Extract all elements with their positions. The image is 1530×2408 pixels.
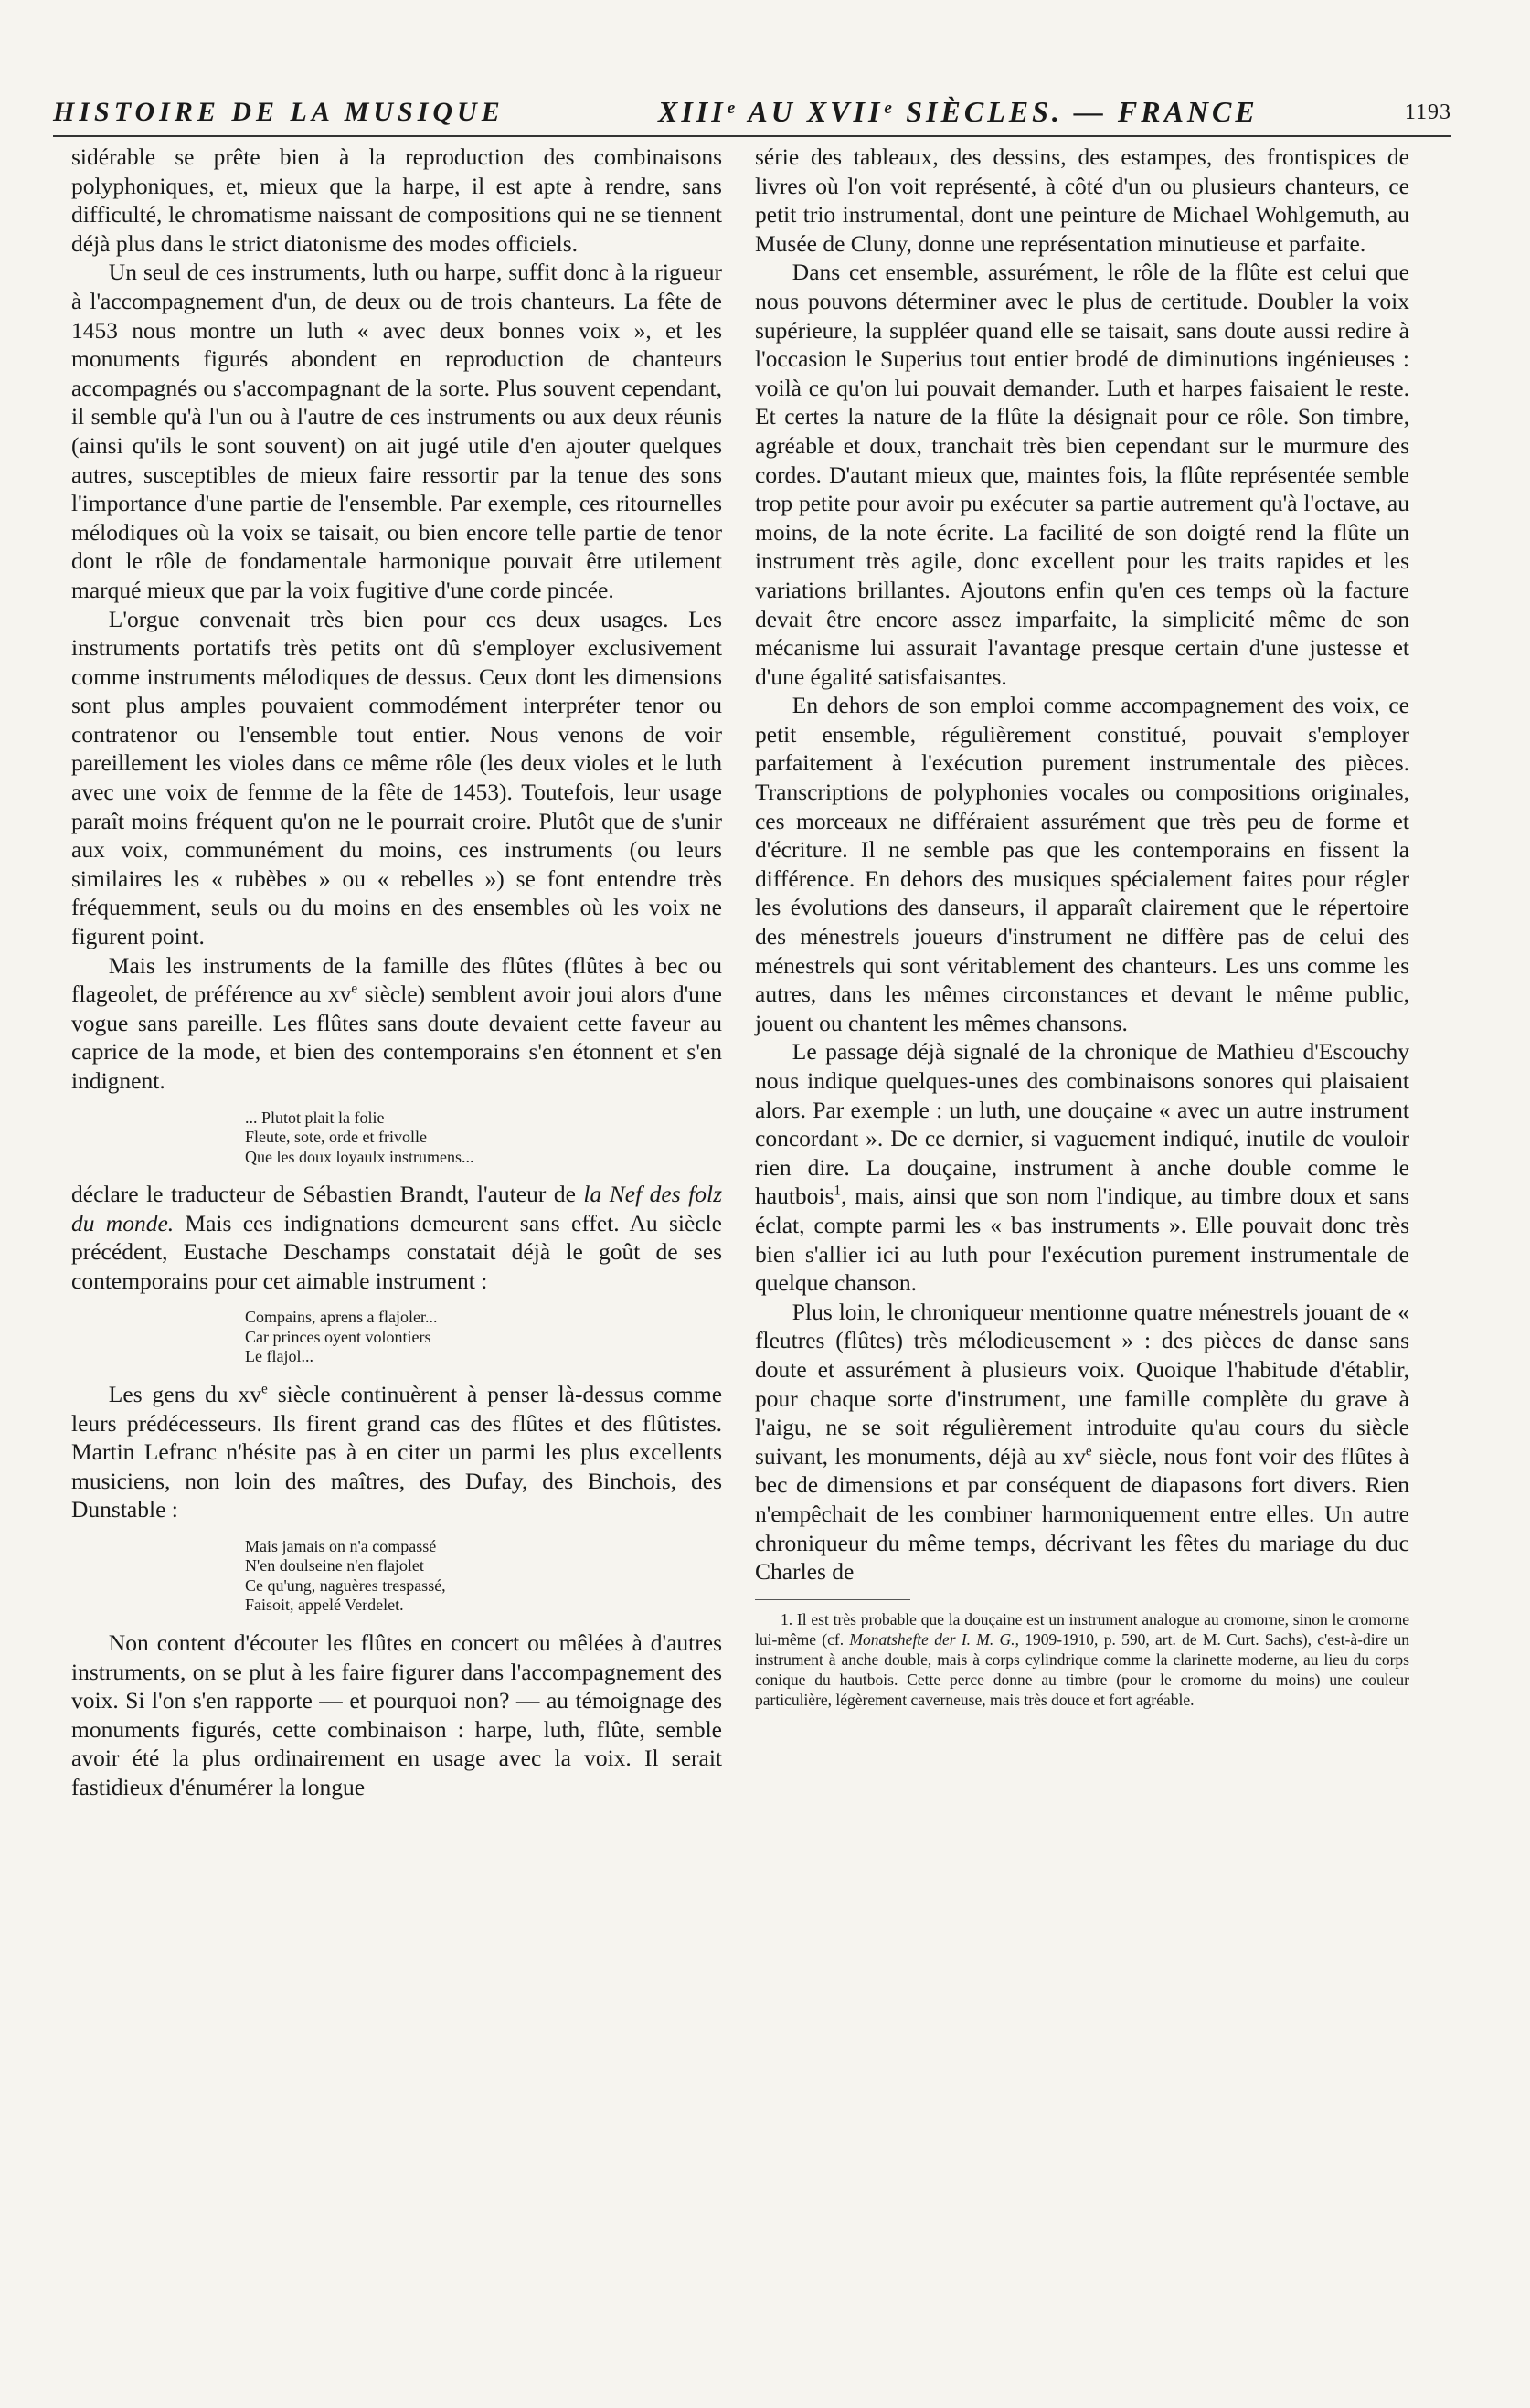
paragraph: Mais les instruments de la famille des flûtes (flûtes à bec ou flageolet, de préférence au $xv^e$ siècle) semblent avoir joui alors d'une vogue sans pareille. Les flûtes sans doute devaient cette faveur au caprice de la mode, et bien des contemporains s'en étonnent et s'en indignent. xyxy=(71,951,722,1094)
running-header xyxy=(53,90,1451,137)
verse-quote xyxy=(245,1308,722,1367)
verse-quote xyxy=(245,1537,722,1616)
footnote-rule xyxy=(755,1599,910,1600)
verse-line: Le flajol... xyxy=(245,1347,313,1366)
paragraph: série des tableaux, des dessins, des estampes, des frontispices de livres où l'on voit représenté, à côté d'un ou plusieurs chanteurs, ce petit trio instrumental, dont une peinture de Michael Wohlgemuth, au Musée de Cluny, donne une représentation minutieuse et parfaite. xyxy=(755,143,1409,257)
verse-line: Que les doux loyaulx instrumens... xyxy=(245,1147,474,1166)
verse-line: N'en doulseine n'en flajolet xyxy=(245,1556,424,1575)
page-number: 1193 xyxy=(1404,101,1451,124)
paragraph: Un seul de ces instruments, luth ou harpe, suffit donc à la rigueur à l'accompagnement d'un, de deux ou de trois chanteurs. La fête de 1453 nous montre un luth « avec deux bonnes voix », et les monuments figurés abondent en reproduction de chanteurs accompagnés ou s'accompagnant de la sorte. Plus souvent cependant, il semble qu'à l'un ou à l'autre de ces instruments ou aux deux réunis (ainsi qu'ils le sont souvent) on ait jugé utile d'en ajouter quelques autres, susceptibles de mieux faire ressortir par la tenue des sons l'importance d'une partie de l'ensemble. Par exemple, ces ritournelles mélodiques où la voix se taisait, ou bien encore telle partie de tenor dont le rôle de fondamentale harmonique pouvait être utilement marqué mieux que par la voix fugitive d'une corde pincée. xyxy=(71,259,722,603)
paragraph: Plus loin, le chroniqueur mentionne quatre ménestrels jouant de « fleutres (flûtes) très mélodieusement » : des pièces de danse sans doute et assurément à plusieurs voix. Quoique l'habitude d'établir, pour chaque sorte d'instrument, une famille complète du grave à l'aigu, ne se soit régulièrement introduite qu'au cours du siècle suivant, les monuments, déjà au $xv^e$ siècle, nous font voir des flûtes à bec de dimensions et par conséquent de diapasons fort divers. Rien n'empêchait de les combiner harmoniquement entre elles. Un autre chroniqueur du même temps, décrivant les fêtes du mariage du duc Charles de xyxy=(755,1298,1409,1586)
verse-line: ... Plutot plait la folie xyxy=(245,1108,385,1127)
verse-line: Compains, aprens a flajoler... xyxy=(245,1308,438,1327)
paragraph: sidérable se prête bien à la reproduction des combinaisons polyphoniques, et, mieux que la harpe, il est apte à rendre, sans difficulté, le chromatisme naissant de compositions qui ne se tiennent déjà plus dans le strict diatonisme des modes officiels. xyxy=(71,143,722,257)
verse-line: Faisoit, appelé Verdelet. xyxy=(245,1596,404,1615)
right-column xyxy=(755,143,1409,1710)
journal-title-italic: Monatshefte der I. M. G. xyxy=(849,1629,1015,1649)
book-title-italic: la Nef des folz du monde. xyxy=(71,1181,722,1236)
footnote-ref: 1 xyxy=(834,1183,842,1199)
footnote: 1. Il est très probable que la douçaine est un instrument analogue au cromorne, sinon le cromorne lui-même (cf. Monatshefte der I. M. G., 1909-1910, p. 590, art. de M. Curt. Sachs), c'est-à-dire un instrument à anche double, mais à corps cylindrique comme la clarinette moderne, au lieu du corps conique du hautbois. Cette perce donne au timbre (pour le cromorne du moins) une couleur particulière, légèrement caverneuse, mais très douce et fort agréable. xyxy=(755,1609,1409,1709)
paragraph: Le passage déjà signalé de la chronique de Mathieu d'Escouchy nous indique quelques-unes des combinaisons sonores qui plaisaient alors. Par exemple : un luth, une douçaine « avec un autre instrument concordant ». De ce dernier, si vaguement indiqué, inutile de vouloir rien dire. La douçaine, instrument à anche double comme le hautbois$^1$, mais, ainsi que son nom l'indique, au timbre doux et sans éclat, compte parmi les « bas instruments ». Elle pouvait donc très bien s'allier ici au luth pour l'exécution purement instrumentale de quelque chanson. xyxy=(755,1038,1409,1297)
verse-quote xyxy=(245,1109,722,1168)
header-section-title: XIIIᵉ AU XVIIᵉ SIÈCLES. — FRANCE xyxy=(658,95,1259,128)
paragraph: Dans cet ensemble, assurément, le rôle de la flûte est celui que nous pouvons déterminer avec le plus de certitude. Doubler la voix supérieure, la suppléer quand elle se taisait, sans doute aussi redire à l'occasion le Superius tout entier brodé de diminutions ingénieuses : voilà ce qu'on lui pouvait demander. Luth et harpes faisaient le reste. Et certes la nature de la flûte la désignait pour ce rôle. Son timbre, agréable et doux, tranchait très bien cependant sur le murmure des cordes. D'autant mieux que, maintes fois, la flûte représentée semble trop petite pour avoir pu exécuter sa partie autrement qu'à l'octave, au moins, de la note écrite. La facilité de son doigté rend la flûte un instrument très agile, donc excellent pour les traits rapides et les variations brillantes. Ajoutons enfin qu'en ces temps où la facture devait être encore assez imparfaite, la simplicité même de son mécanisme lui assurait l'avantage presque certain d'une justesse et d'une égalité satisfaisantes. xyxy=(755,259,1409,690)
header-book-title: HISTOIRE DE LA MUSIQUE xyxy=(53,97,505,127)
paragraph: Non content d'écouter les flûtes en concert ou mêlées à d'autres instruments, on se plut à les faire figurer dans l'accompagnement des voix. Si l'on s'en rapporte — et pourquoi non? — au témoignage des monuments figurés, cette combinaison : harpe, luth, flûte, semble avoir été la plus ordinairement en usage avec la voix. Il serait fastidieux d'énumérer la longue xyxy=(71,1628,722,1800)
paragraph: En dehors de son emploi comme accompagnement des voix, ce petit ensemble, régulièrement constitué, pouvait s'employer parfaitement à l'exécution purement instrumentale des pièces. Transcriptions de polyphonies vocales ou compositions originales, ces morceaux ne différaient assurément que très peu de forme et d'écriture. Il ne semble pas que les contemporains en fissent la différence. En dehors des musiques spécialement faites pour régler les évolutions des danseurs, il apparaît clairement que le répertoire des ménestrels joueurs d'instrument ne diffère pas de celui des ménestrels qui sont véritablement des chanteurs. Les uns comme les autres, dans les mêmes circonstances et devant le même public, jouent ou chantent les mêmes chansons. xyxy=(755,692,1409,1036)
verse-line: Ce qu'ung, naguères trespassé, xyxy=(245,1575,446,1595)
left-column xyxy=(71,143,722,1802)
paragraph: L'orgue convenait très bien pour ces deux usages. Les instruments portatifs très petits ont dû s'employer exclusivement comme instruments mélodiques de dessus. Ceux dont les dimensions sont plus amples pouvaient commodément interpréter tenor ou contratenor ou l'ensemble tout entier. Nous venons de voir pareillement les violes dans ce même rôle (les deux violes et le luth avec une voix de femme de la fête de 1453). Toutefois, leur usage paraît moins fréquent qu'on ne le pourrait croire. Plutôt que de s'unir aux voix, communément du moins, ces instruments (ou leurs similaires les « rubèbes » ou « rebelles ») se font entendre très fréquemment, seuls ou du moins en des ensembles où les voix ne figurent point. xyxy=(71,605,722,950)
verse-line: Car princes oyent volontiers xyxy=(245,1327,431,1346)
verse-line: Fleute, sote, orde et frivolle xyxy=(245,1128,427,1147)
paragraph: déclare le traducteur de Sébastien Brandt, l'auteur de la Nef des folz du monde. Mais ces indignations demeurent sans effet. Au siècle précédent, Eustache Deschamps constatait déjà le goût de ses contemporains pour cet aimable instrument : xyxy=(71,1181,722,1294)
verse-line: Mais jamais on n'a compassé xyxy=(245,1536,437,1555)
paragraph: Les gens du $xv^e$ siècle continuèrent à penser là-dessus comme leurs prédécesseurs. Ils firent grand cas des flûtes et des flûtistes. Martin Lefranc n'hésite pas à en citer un parmi les plus excellents musiciens, non loin des maîtres, des Dufay, des Binchois, des Dunstable : xyxy=(71,1380,723,1523)
